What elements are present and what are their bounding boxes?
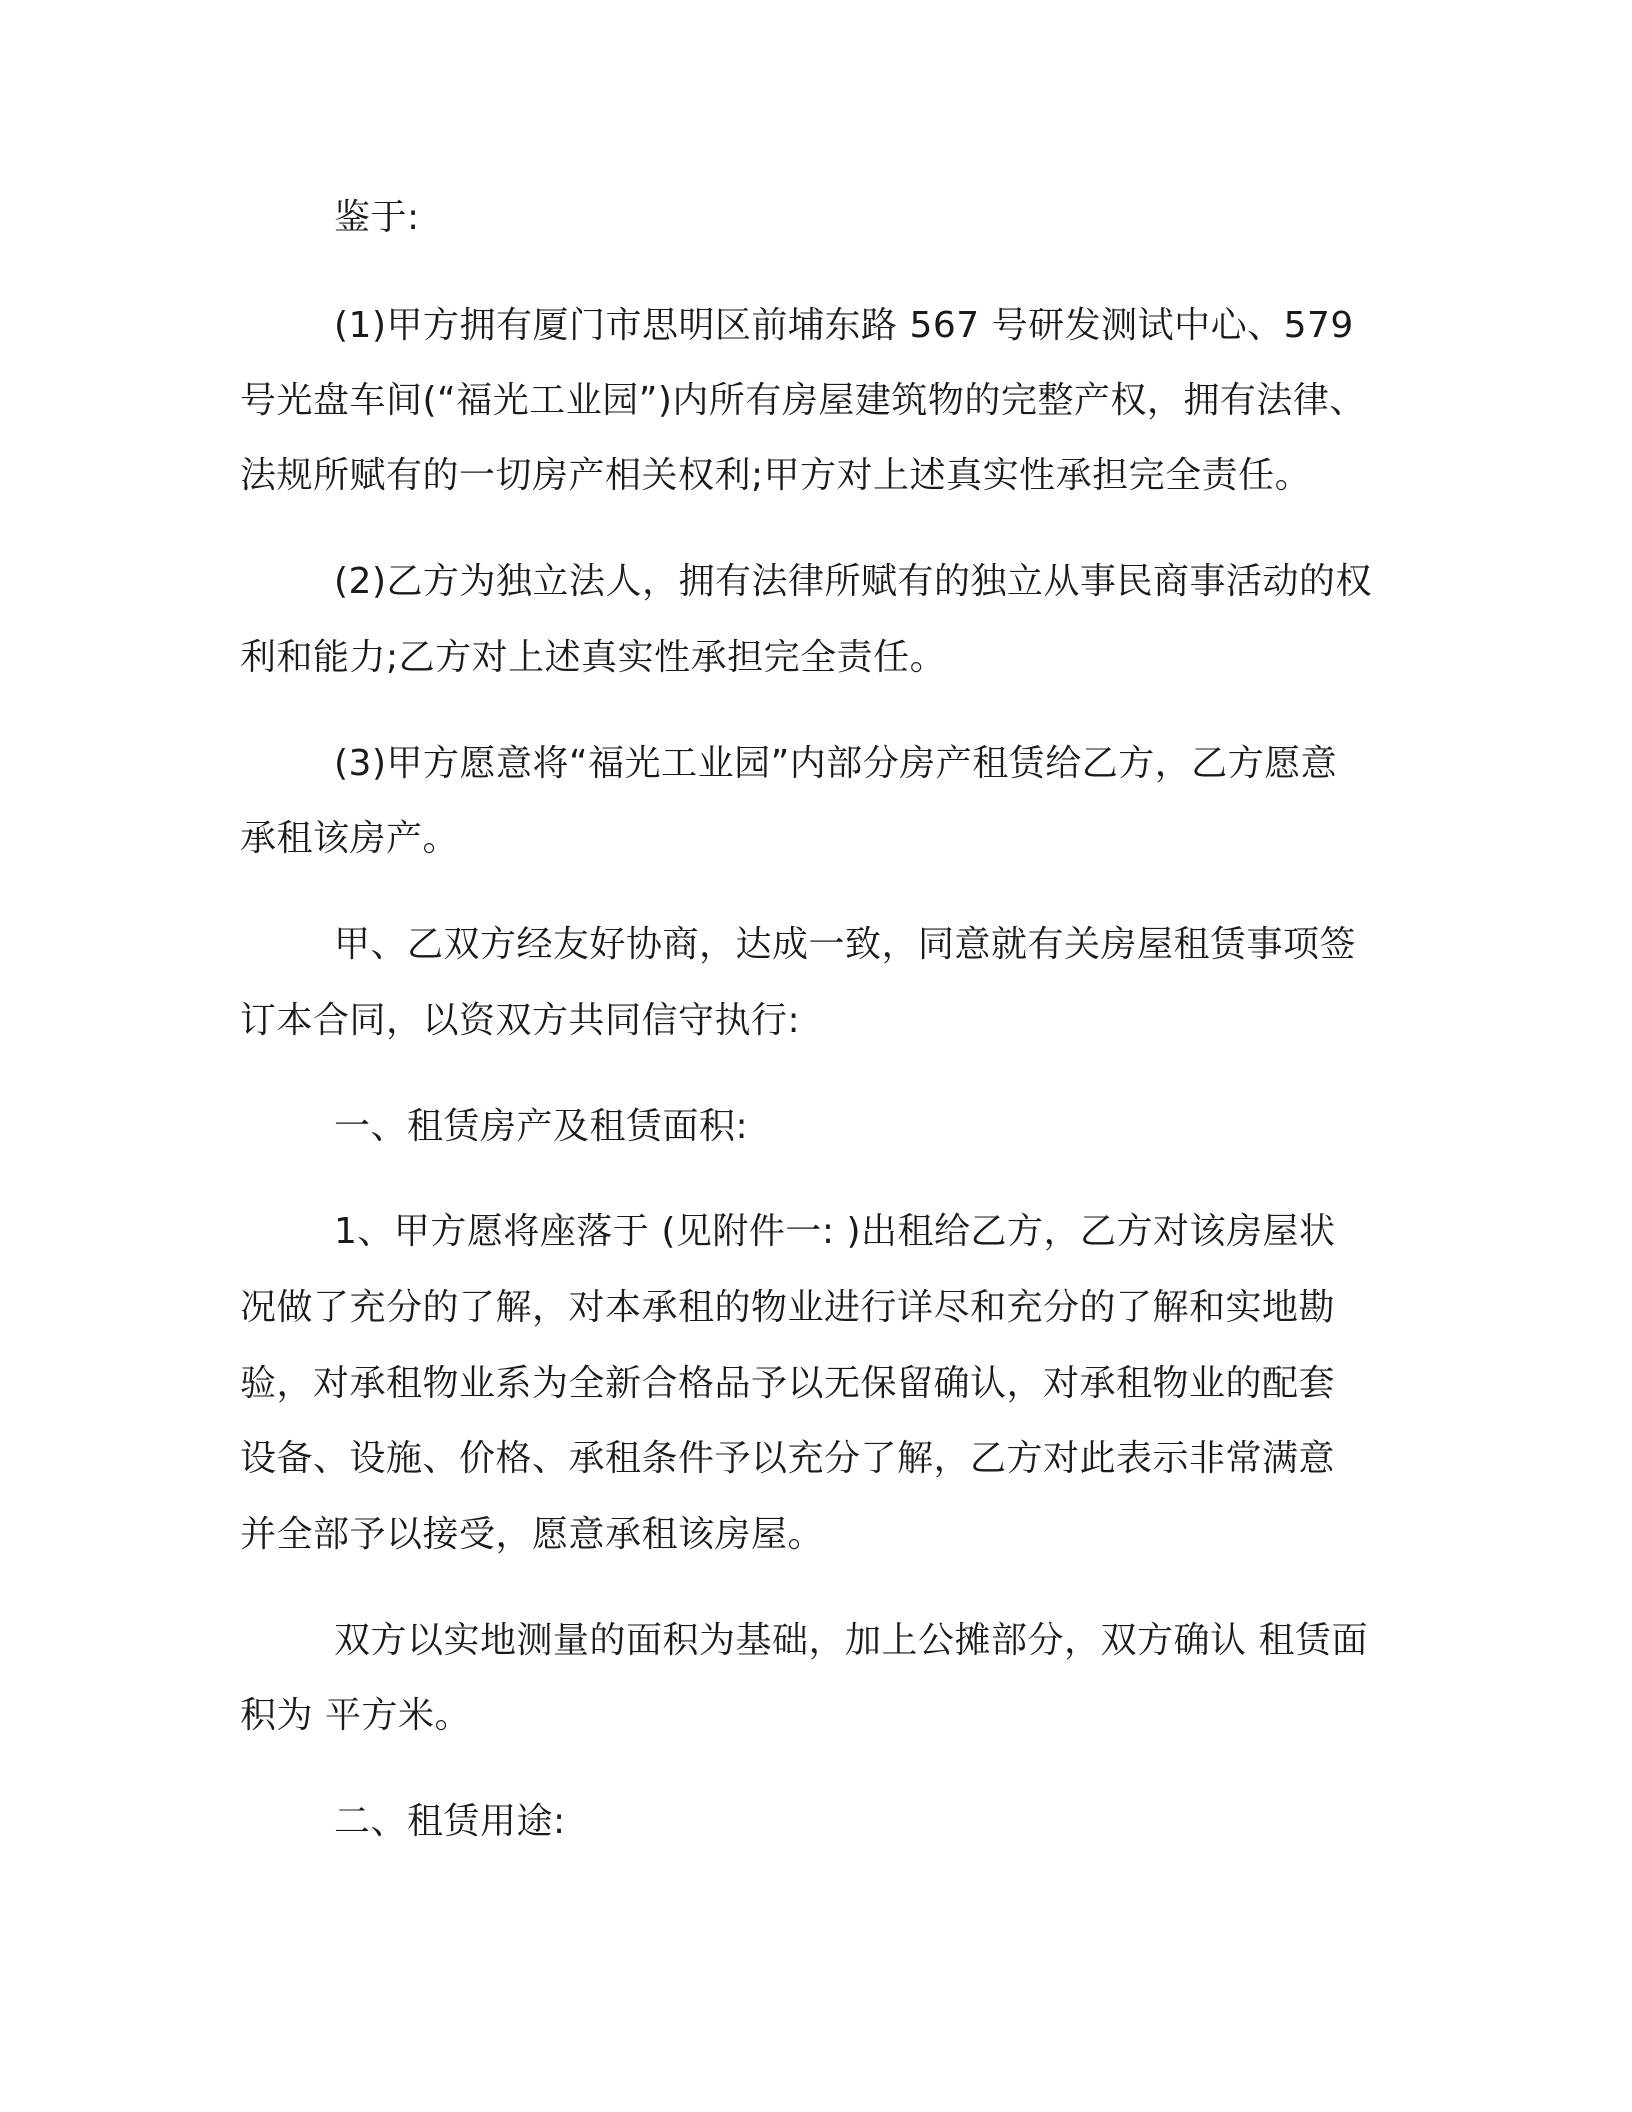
clause-1-line-5: 并全部予以接受，愿意承租该房屋。 bbox=[240, 1514, 825, 1555]
clause-1-line-1: 1、甲方愿将座落于 (见附件一: )出租给乙方，乙方对该房屋状 bbox=[334, 1211, 1336, 1252]
agreement-line-1: 甲、乙双方经友好协商，达成一致，同意就有关房屋租赁事项签 bbox=[334, 924, 1357, 965]
clause-1-line-4: 设备、设施、价格、承租条件予以充分了解，乙方对此表示非常满意 bbox=[240, 1438, 1336, 1479]
clause-1-line-3: 验，对承租物业系为全新合格品予以无保留确认，对承租物业的配套 bbox=[240, 1363, 1336, 1404]
agreement-line-2: 订本合同，以资双方共同信守执行: bbox=[240, 1000, 801, 1041]
recital-1-line-2: 号光盘车间(“福光工业园”)内所有房屋建筑物的完整产权，拥有法律、 bbox=[240, 380, 1366, 421]
recital-3-line-1: (3)甲方愿意将“福光工业园”内部分房产租赁给乙方，乙方愿意 bbox=[334, 743, 1338, 784]
recital-1-line-3: 法规所赋有的一切房产相关权利;甲方对上述真实性承担完全责任。 bbox=[240, 455, 1312, 496]
area-clause-line-2: 积为 平方米。 bbox=[240, 1695, 471, 1736]
clause-1-line-2: 况做了充分的了解，对本承租的物业进行详尽和充分的了解和实地勘 bbox=[240, 1287, 1336, 1328]
recital-2-line-1: (2)乙方为独立法人，拥有法律所赋有的独立从事民商事活动的权 bbox=[334, 561, 1372, 602]
section-2-heading: 二、租赁用途: bbox=[334, 1801, 566, 1842]
recital-1-line-1: (1)甲方拥有厦门市思明区前埔东路 567 号研发测试中心、579 bbox=[334, 305, 1354, 346]
section-1-heading: 一、租赁房产及租赁面积: bbox=[334, 1106, 749, 1147]
area-clause-line-1: 双方以实地测量的面积为基础，加上公摊部分，双方确认 租赁面 bbox=[334, 1620, 1368, 1661]
recital-3-line-2: 承租该房产。 bbox=[240, 818, 460, 859]
recital-2-line-2: 利和能力;乙方对上述真实性承担完全责任。 bbox=[240, 637, 947, 678]
whereas-heading: 鉴于: bbox=[334, 197, 420, 238]
